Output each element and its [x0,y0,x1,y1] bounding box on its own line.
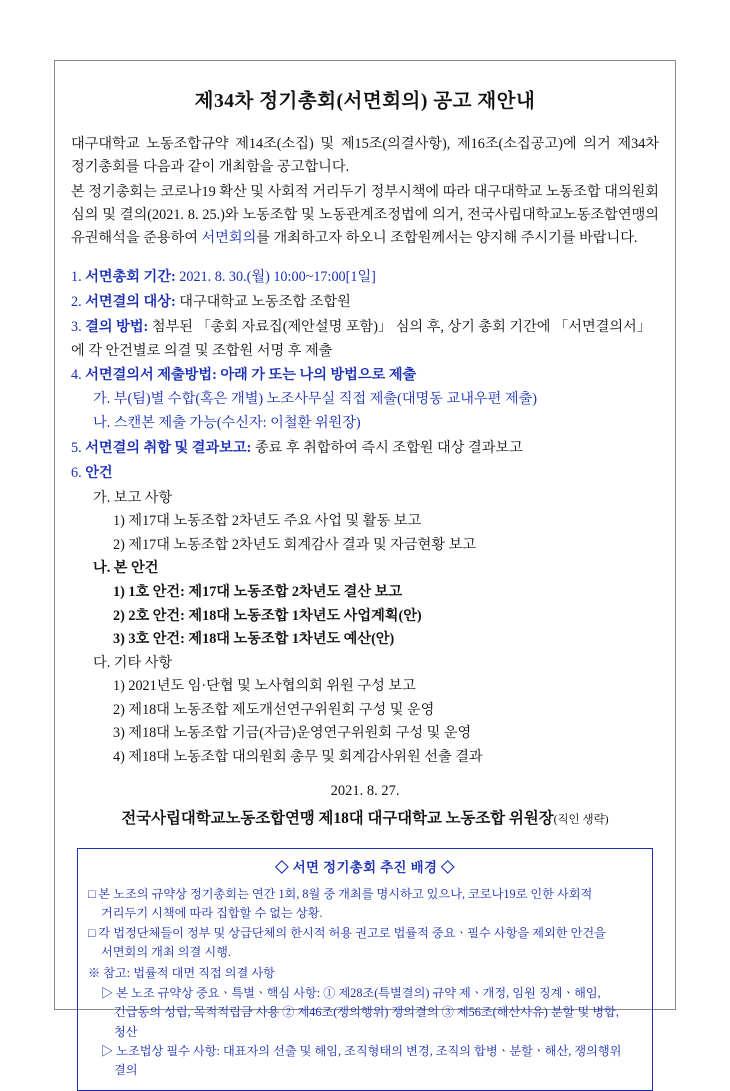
item-2-label: 서면결의 대상: [85,293,176,310]
list-item [71,364,659,436]
issue-date: 2021. 8. 27. [330,783,400,800]
agenda-section [71,487,659,770]
intro-p2-part-a: 본 정기총회는 코로나19 확산 및 사회적 거리두기 정부시책에 따라 대구대학교 노동조합 대의원회 심의 및 결의(2021. 8. 25.)와 노동조합 및 노동관계조정법에 의거, 전국사립대학교노동조합연맹의 유권해석을 준용하여 [71,184,659,246]
note-sub-1: ▷ 본 노조 규약상 중요ㆍ특별ㆍ핵심 사항: ① 제28조(특별결의) 규약 제ㆍ개정, 임원 징계ㆍ해임, 긴급동의 성립, 목적적립금 사용 ② 제46조(쟁의행위) 쟁의결의 ③ 제56조(해산사유) 분할 및 병합, 청산 [101,985,619,1039]
agenda-group-1-line-1: 1) 제17대 노동조합 2차년도 주요 사업 및 활동 보고 [113,513,422,530]
list-item [71,462,659,486]
agenda-group-2-head: 나. 본 안건 [93,560,159,577]
item-4-label: 서면결의서 제출방법: 아래 가 또는 나의 방법으로 제출 [85,367,417,384]
item-1-label: 서면총회 기간: [85,269,176,285]
agenda-group [71,652,659,770]
item-5-label: 서면결의 취합 및 결과보고: [85,440,252,457]
list-item [71,316,659,364]
list-item [71,266,659,290]
item-2-number: 2. [71,293,82,310]
agenda-group-3-line-1: 1) 2021년도 임·단협 및 노사협의회 위원 구성 보고 [113,678,416,695]
item-1-number: 1. [71,269,82,285]
item-4-sub-2: 나. 스캔본 제출 가능(수신자: 이철환 위원장) [93,415,361,432]
list-item [71,291,659,315]
note-sub-2: ▷ 노조법상 필수 사항: 대표자의 선출 및 해임, 조직형태의 변경, 조직의 합병ㆍ분할ㆍ해산, 쟁의행위 결의 [101,1043,622,1078]
item-3-value: 첨부된 「총회 자료집(제안설명 포함)」 심의 후, 상기 총회 기간에 「서면결의서」에 각 안건별로 의결 및 조합원 서명 후 제출 [71,318,651,359]
note-item-3: ※ 참고: 법률적 대면 직접 의결 사항 [88,965,275,980]
intro-paragraph-1: 대구대학교 노동조합규약 제14조(소집) 및 제15조(의결사항), 제16조(소집공고)에 의거 제34차 정기총회를 다음과 같이 개최함을 공고합니다. [71,136,659,175]
document-body [55,61,675,1091]
agenda-group-3-line-3: 3) 제18대 노동조합 기금(자금)운영연구위원회 구성 및 운영 [113,725,472,742]
agenda-group-2-line-3: 3) 3호 안건: 제18대 노동조합 1차년도 예산(안) [113,631,395,648]
item-4-sub-1: 가. 부(팀)별 수합(혹은 개별) 노조사무실 직접 제출(대명동 교내우편 제출) [93,391,538,408]
agenda-group-3-line-4: 4) 제18대 노동조합 대의원회 총무 및 회계감사위원 선출 결과 [113,748,483,765]
signature-text: 전국사립대학교노동조합연맹 제18대 대구대학교 노동조합 위원장 [121,810,554,828]
item-2-value: 대구대학교 노동조합 조합원 [179,293,351,310]
background-note-box [77,848,653,1091]
agenda-group-3-line-2: 2) 제18대 노동조합 제도개선연구위원회 구성 및 운영 [113,701,435,718]
item-5-value: 종료 후 취합하여 즉시 조합원 대상 결과보고 [254,440,523,457]
agenda-group-2-line-1: 1) 1호 안건: 제17대 노동조합 2차년도 결산 보고 [113,583,403,600]
intro-p2-highlight: 서면회의 [201,230,257,246]
agenda-group-2-line-2: 2) 2호 안건: 제18대 노동조합 1차년도 사업계획(안) [113,607,422,624]
item-3-label: 결의 방법: [85,318,149,335]
item-1-value: 2021. 8. 30.(월) 10:00~17:00[1일] [179,269,376,285]
item-6-number: 6. [71,464,82,481]
agenda-group-1-line-2: 2) 제17대 노동조합 2차년도 회계감사 결과 및 자금현황 보고 [113,536,476,553]
item-4-number: 4. [71,367,82,384]
item-3-number: 3. [71,318,82,335]
intro-p2-part-b: 를 개최하고자 하오니 조합원께서는 양지해 주시기를 바랍니다. [256,230,638,246]
signature-line [71,806,659,828]
signature-suffix: (직인 생략) [553,814,609,827]
list-item [71,437,659,461]
page-title: 제34차 정기총회(서면회의) 공고 재안내 [194,91,536,112]
note-box-title: ◇ 서면 정기총회 추진 배경 ◇ [275,860,455,876]
notice-item-list [71,266,659,486]
note-item-1: □ 본 노조의 규약상 정기총회는 연간 1회, 8월 중 개최를 명시하고 있으나, 코로나19로 인한 사회적 거리두기 시책에 따라 집합할 수 없는 상황. [88,886,593,920]
intro-paragraph-2 [71,181,659,250]
agenda-group-3-head: 다. 기타 사항 [93,654,173,671]
agenda-group [71,487,659,558]
document-frame [54,60,676,1078]
agenda-group [71,557,659,651]
note-item-2: □ 각 법정단체들이 정부 및 상급단체의 한시적 허용 권고로 법률적 중요ㆍ필수 사항을 제외한 안건을 서면회의 개최 의결 시행. [88,926,606,960]
item-5-number: 5. [71,440,82,457]
item-6-label: 안건 [85,464,113,481]
agenda-group-1-head: 가. 보고 사항 [93,489,173,506]
